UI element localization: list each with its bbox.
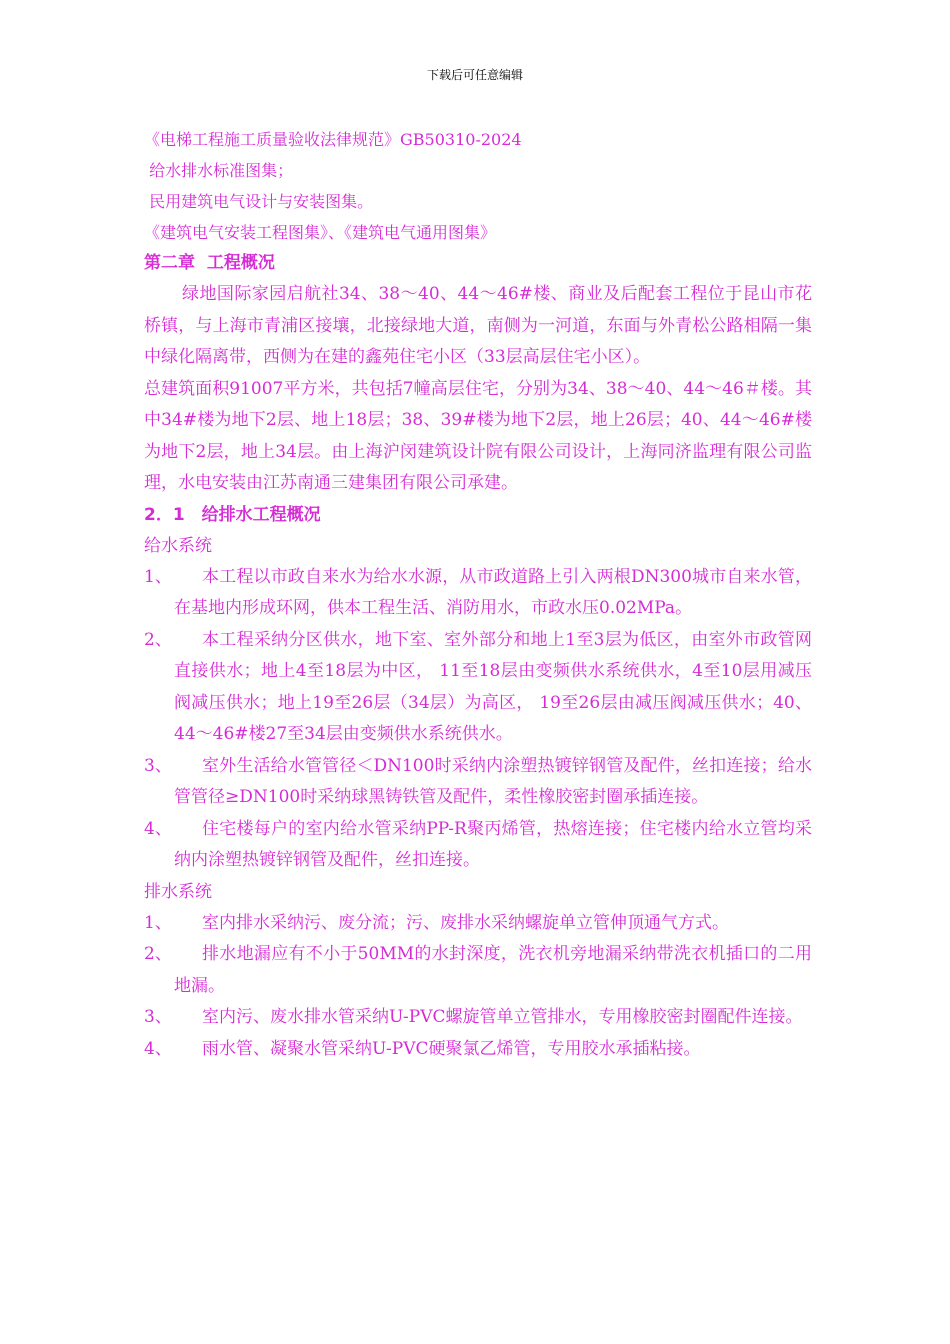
list-number: 2、 [144, 629, 172, 650]
list-text: 室内排水采纳污、废分流；污、废排水采纳螺旋单立管伸顶通气方式。 [202, 912, 729, 933]
reference-line: 给水排水标准图集； [144, 161, 294, 180]
subsection-title: 排水系统 [144, 881, 212, 902]
section-title: 2．1 给排水工程概况 [144, 504, 321, 525]
list-item [144, 1034, 812, 1066]
list-text: 雨水管、凝聚水管采纳U-PVC硬聚氯乙烯管，专用胶水承插粘接。 [202, 1038, 701, 1059]
list-item [144, 751, 812, 814]
list-text: 排水地漏应有不小于50MM的水封深度，洗衣机旁地漏采纳带洗衣机插口的二用地漏。 [174, 944, 812, 996]
overview-paragraph: 总建筑面积91007平方米，共包括7幢高层住宅，分别为34、38～40、44～46＃楼。其中34#楼为地下2层、地上18层；38、39#楼为地下2层，地上26层；40、44～46#楼为地下2层，地上34层。由上海沪闵建筑设计院有限公司设计，上海同济监理有限公司监理，水电安装由江苏南通三建集团有限公司承建。 [144, 378, 812, 493]
list-item [144, 939, 812, 1002]
document-body [144, 124, 812, 1065]
reference-line: 《建筑电气安装工程图集》、《建筑电气通用图集》 [144, 223, 497, 242]
subsection-title: 给水系统 [144, 535, 212, 556]
list-item [144, 814, 812, 877]
list-text: 室内污、废水排水管采纳U-PVC螺旋管单立管排水，专用橡胶密封圈配件连接。 [202, 1007, 803, 1027]
list-number: 2、 [144, 944, 172, 964]
list-item [144, 625, 812, 751]
chapter-title: 第二章 工程概况 [144, 253, 275, 273]
list-text: 住宅楼每户的室内给水管采纳PP-R聚丙烯管，热熔连接；住宅楼内给水立管均采纳内涂塑热镀锌钢管及配件，丝扣连接。 [174, 818, 812, 870]
reference-line: 《电梯工程施工质量验收法律规范》GB50310-2024 [144, 130, 522, 149]
list-number: 1、 [144, 566, 172, 587]
page-header: 下载后可任意编辑 [426, 68, 523, 82]
reference-line: 民用建筑电气设计与安装图集。 [144, 192, 374, 211]
list-item [144, 1002, 812, 1034]
list-number: 4、 [144, 1038, 172, 1059]
list-number: 1、 [144, 912, 172, 933]
list-item [144, 562, 812, 625]
list-text: 本工程采纳分区供水，地下室、室外部分和地上1至3层为低区，由室外市政管网直接供水；地上4至18层为中区， 11至18层由变频供水系统供水，4至10层用减压阀减压供水；地上19至26层（34层）为高区， 19至26层由减压阀减压供水；40、44～46#楼27至34层由变频供水系统供水。 [174, 629, 812, 744]
list-number: 4、 [144, 818, 172, 839]
overview-paragraph: 绿地国际家园启航社34、38～40、44～46#楼、商业及后配套工程位于昆山市花桥镇，与上海市青浦区接壤，北接绿地大道，南侧为一河道，东面与外青松公路相隔一集中绿化隔离带，西侧为在建的鑫苑住宅小区（33层高层住宅小区）。 [144, 284, 812, 367]
list-number: 3、 [144, 1007, 172, 1027]
list-text: 本工程以市政自来水为给水水源，从市政道路上引入两根DN300城市自来水管，在基地内形成环网，供本工程生活、消防用水，市政水压0.02MPa。 [174, 566, 812, 618]
list-number: 3、 [144, 755, 172, 776]
list-text: 室外生活给水管管径＜DN100时采纳内涂塑热镀锌钢管及配件，丝扣连接；给水管管径≥DN100时采纳球黑铸铁管及配件，柔性橡胶密封圈承插连接。 [174, 755, 812, 807]
list-item [144, 908, 812, 940]
